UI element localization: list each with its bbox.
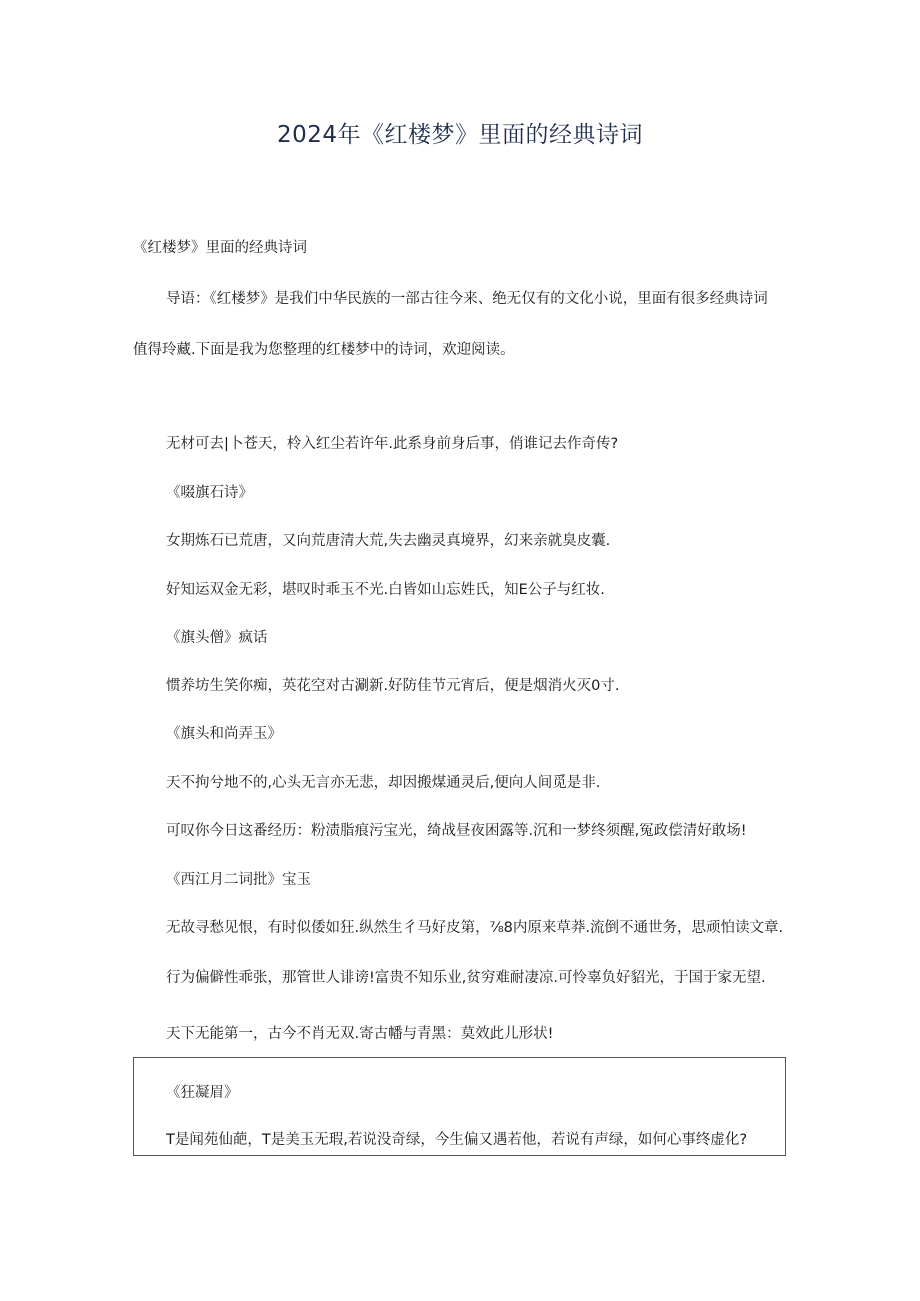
poem-line: 无故寻愁见恨，有时似倭如狂.纵然生彳马好皮第，⅞8内原来草莽.流倒不通世务，思顽怕读文章. (166, 920, 784, 936)
page-title: 2024年《红楼梦》里面的经典诗词 (276, 122, 644, 148)
poem-heading: 《西江月二词批》宝玉 (166, 872, 311, 888)
poem-line: 行为偏僻性乖张，那管世人诽谤!富贵不知乐业,贫穷难耐凄凉.可怜辜负好貂光，于国于家无望. (166, 970, 766, 986)
poem-line: 女期炼石已荒唐，又向荒唐清大荒,失去幽灵真境界，幻来亲就臭皮囊. (166, 533, 611, 549)
subtitle: 《红楼梦》里面的经典诗词 (133, 240, 307, 256)
box-heading: 《狂凝眉》 (166, 1085, 239, 1101)
poem-heading: 《旗头僧》疯话 (166, 630, 268, 646)
intro-line-2: 值得玲藏.下面是我为您整理的红楼梦中的诗词，欢迎阅读。 (133, 342, 515, 358)
poem-line: 天不拘兮地不的,心头无言亦无悲，却因搬煤通灵后,便向人间觅是非. (166, 775, 601, 791)
poem-line: 无材可去|卜苍天，柃入红尘若许年.此系身前身后事，俏谁记去作奇传? (166, 436, 619, 452)
poem-heading: 《旗头和尚弄玉》 (166, 726, 282, 742)
poem-heading: 《啜旗石诗》 (166, 485, 253, 501)
poem-line: 惯养坊生笑你痴，英花空对古涮新.好防佳节元宵后，便是烟消火灭0寸. (166, 678, 620, 694)
poem-line: 可叹你今日这番经历：粉渍脂痕污宝光，绮战昼夜困露等.沉和一梦终须醒,冤政偿清好敢场! (166, 823, 747, 839)
box-text: T是闻苑仙葩，T是美玉无瑕,若说没奇绿，今生偏又遇若他，若说有声绿，如何心事终虚化? (166, 1132, 748, 1148)
poem-line: 天下无能第一，古今不肖无双.寄古幡与青黑：莫效此儿形状! (166, 1026, 554, 1042)
poem-line: 好知运双金无彩，堪叹时乖玉不光.白皆如山忘姓氏，知E公子与红妆. (166, 582, 605, 598)
intro-line-1: 导语：《红楼梦》是我们中华民族的一部古往今来、绝无仅有的文化小说，里面有很多经典诗词 (166, 291, 768, 307)
